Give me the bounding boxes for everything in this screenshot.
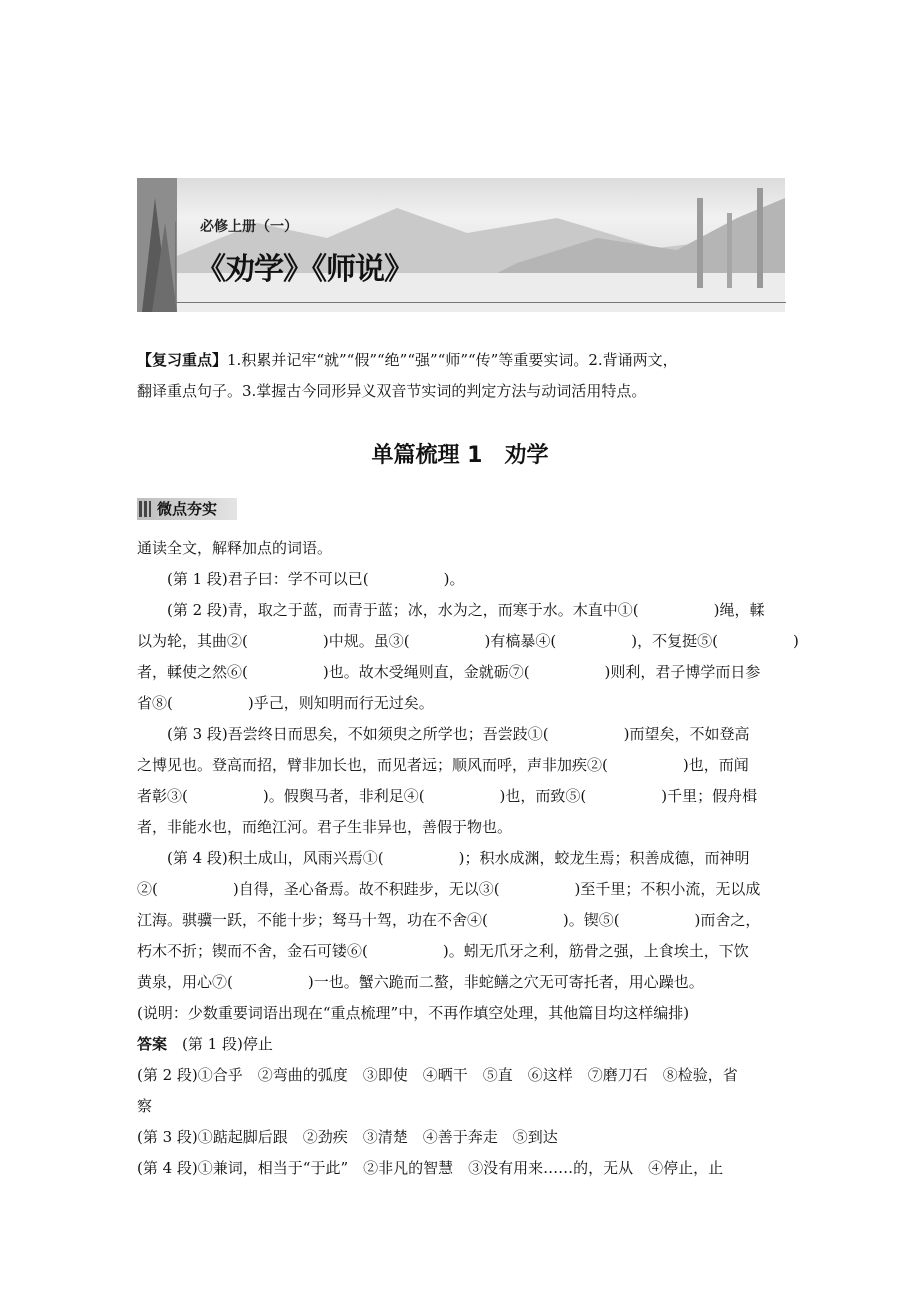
banner-subtitle: 必修上册（一）: [200, 219, 298, 235]
section-bars-icon: [139, 501, 151, 517]
page-heading: 单篇梳理 1 劝学: [371, 443, 549, 468]
answer-p2a: (第 2 段)①合乎 ②弯曲的弧度 ③即使 ④晒干 ⑤直 ⑥这样 ⑦磨刀石 ⑧检验，省: [137, 1066, 738, 1084]
answer-p1: (第 1 段)停止: [182, 1035, 273, 1053]
text-line: 者，輮使之然⑥( )也。故木受绳则直，金就砺⑦( )则利，君子博学而日参: [137, 663, 761, 681]
text-line: (第 4 段)积土成山，风雨兴焉①( )；积水成渊，蛟龙生焉；积善成德，而神明: [167, 849, 750, 867]
banner-title: 《劝学》《师说》: [196, 252, 413, 287]
text-line: 省⑧( )乎己，则知明而行无过矣。: [137, 694, 434, 712]
text-line: 之博见也。登高而招，臂非加长也，而见者远；顺风而呼，声非加疾②( )也，而闻: [137, 756, 749, 774]
text-line: ②( )自得，圣心备焉。故不积跬步，无以③( )至千里；不积小流，无以成: [137, 880, 761, 898]
review-line-1: 1.积累并记牢“就”“假”“绝”“强”“师”“传”等重要实词。2.背诵两文，: [227, 351, 678, 369]
text-line: 以为轮，其曲②( )中规。虽③( )有槁暴④( )，不复挺⑤( ): [137, 632, 799, 650]
text-line: 江海。骐骥一跃，不能十步；驽马十驾，功在不舍④( )。锲⑤( )而舍之，: [137, 911, 761, 929]
answer-p2b: 察: [137, 1097, 153, 1115]
section-label: 微点夯实: [157, 500, 218, 518]
exercise-body: [137, 533, 799, 1184]
answer-label: 答案: [137, 1035, 168, 1053]
review-label: 【复习重点】: [137, 351, 228, 369]
answer-p3: (第 3 段)①踮起脚后跟 ②劲疾 ③清楚 ④善于奔走 ⑤到达: [137, 1128, 558, 1146]
section-tag: [137, 498, 237, 520]
text-line: 者，非能水也，而绝江河。君子生非异也，善假于物也。: [137, 818, 513, 836]
text-line: (第 3 段)吾尝终日而思矣，不如须臾之所学也；吾尝跂①( )而望矣，不如登高: [167, 725, 750, 743]
text-line: 朽木不折；锲而不舍，金石可镂⑥( )。蚓无爪牙之利，筋骨之强，上食埃土，下饮: [137, 942, 749, 960]
intro-line: 通读全文，解释加点的词语。: [137, 539, 333, 557]
review-line-2: 翻译重点句子。3.掌握古今同形异义双音节实词的判定方法与动词活用特点。: [137, 382, 647, 400]
text-line: (第 1 段)君子曰：学不可以已( )。: [167, 570, 465, 588]
answer-p4: (第 4 段)①兼词，相当于“于此” ②非凡的智慧 ③没有用来……的，无从 ④停止，止: [137, 1159, 724, 1177]
review-focus: [137, 346, 787, 408]
text-line: (第 2 段)青，取之于蓝，而青于蓝；冰，水为之，而寒于水。木直中①( )绳，輮: [167, 601, 765, 619]
text-line: 者彰③( )。假舆马者，非利足④( )也，而致⑤( )千里；假舟楫: [137, 787, 758, 805]
text-line: 黄泉，用心⑦( )一也。蟹六跪而二螯，非蛇鳝之穴无可寄托者，用心躁也。: [137, 973, 704, 991]
note-line: (说明：少数重要词语出现在“重点梳理”中，不再作填空处理，其他篇目均这样编排): [137, 1004, 690, 1022]
